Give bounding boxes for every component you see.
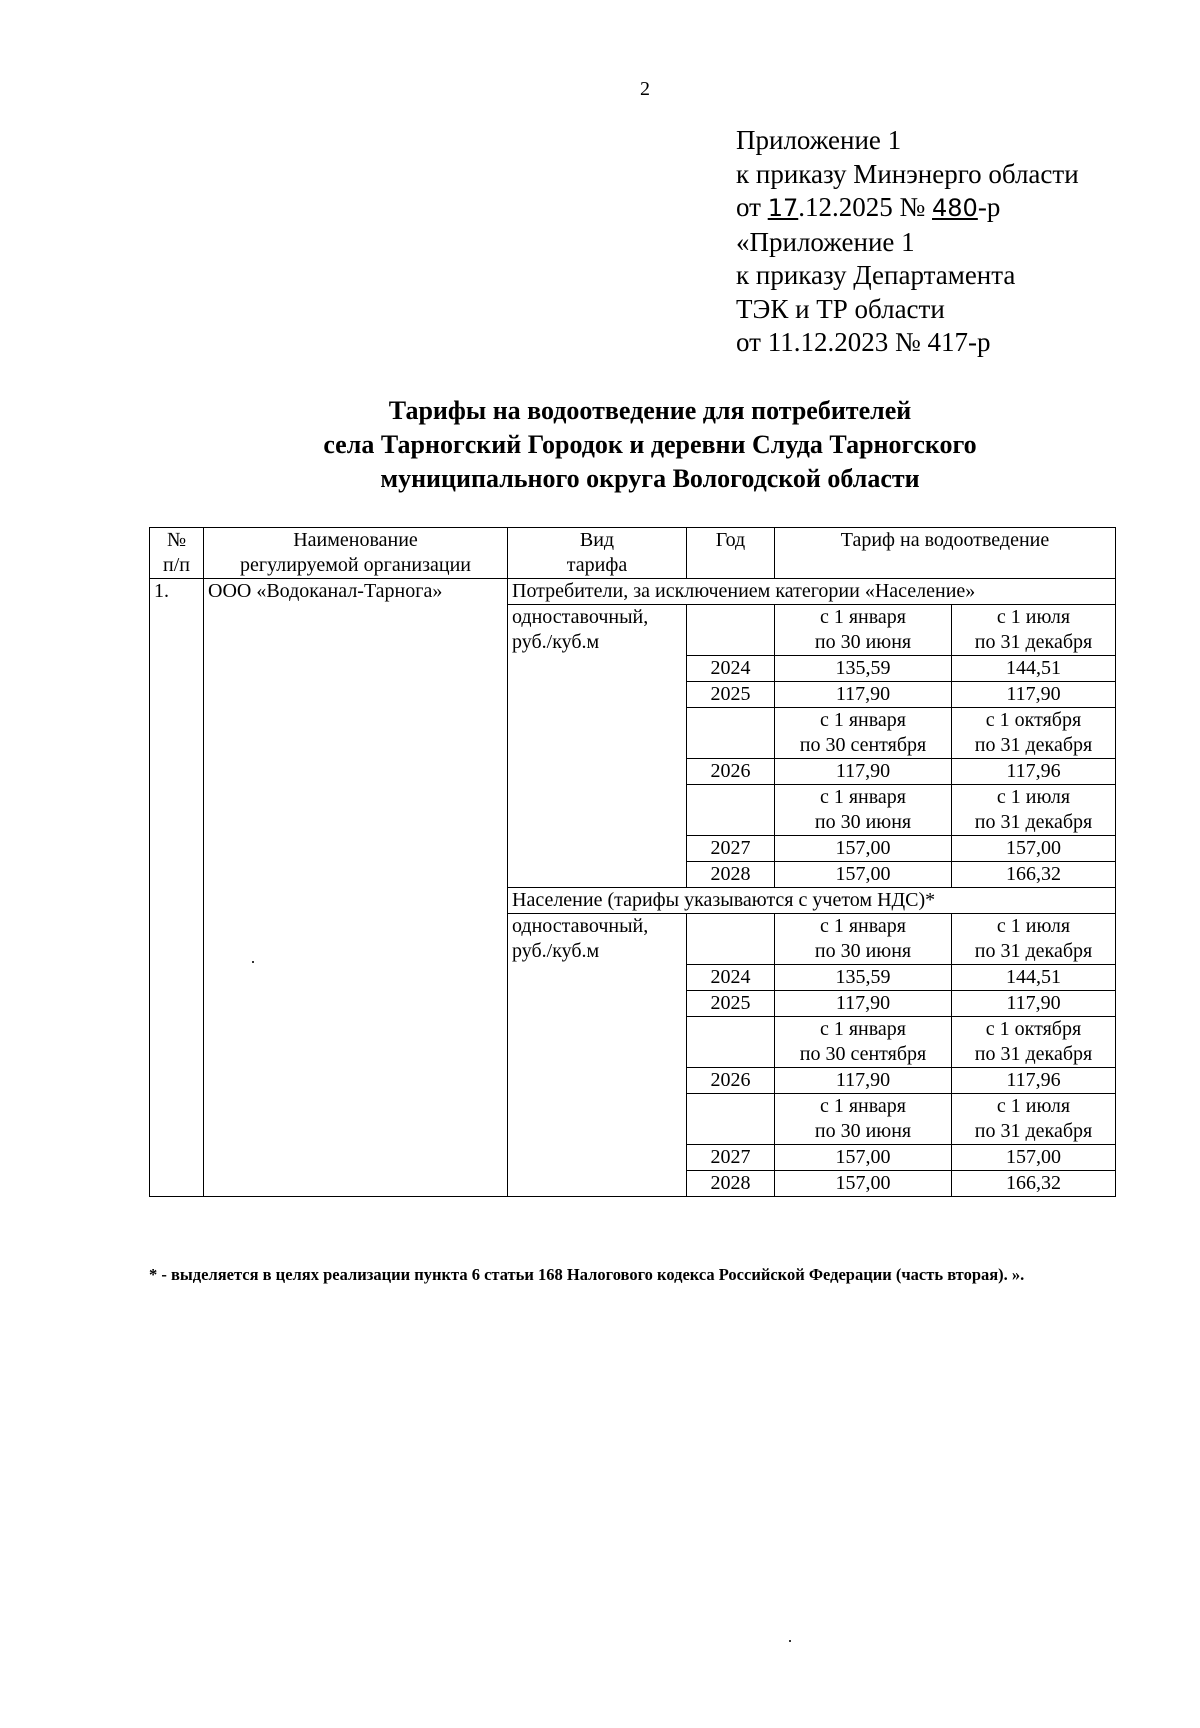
header-tariff-kind [508,528,687,579]
title-line: муниципального округа Вологодской области [380,464,920,493]
approval-line: Приложение 1 [736,125,902,155]
period-first-half-line: с 1 января [819,1095,907,1117]
approval-line: к приказу Департамента [736,260,1016,290]
approval-line: к приказу Минэнерго области [736,158,1079,189]
table-header-row [150,528,1116,579]
period-second-half [952,708,1116,759]
approval-line: ТЭК и ТР области [736,293,945,324]
period-first-half [775,1094,952,1145]
tariff-value-first: 117,90 [775,759,952,785]
period-second-half [952,1017,1116,1068]
year-cell: 2027 [687,1145,775,1171]
document-title [150,394,1150,496]
title-line: села Тарногский Городок и деревни Слуда Тарногского [323,430,977,459]
header-organization-line: Наименование [293,529,418,551]
period-first-half-line: по 30 июня [814,1120,912,1142]
period-first-half-line: по 30 сентября [799,734,927,756]
tariff-table [149,527,1116,1197]
year-blank [687,605,775,656]
year-cell: 2026 [687,1068,775,1094]
footnote: * - выделяется в целях реализации пункта 6 статьи 168 Налогового кодекса Российской Федерации (часть вторая). ». [149,1265,1025,1284]
tariff-value-second: 117,96 [952,759,1116,785]
period-second-half-line: по 31 декабря [974,1120,1093,1142]
tariff-value-second: 166,32 [952,862,1116,888]
tariff-value-first: 157,00 [775,836,952,862]
organization-name: ООО «Водоканал-Тарнога» [204,579,508,1197]
header-tariff: Тариф на водоотведение [775,528,1116,579]
approval-date-line [736,191,1079,226]
handwritten-day: 17 [767,194,799,222]
approval-date-suffix: -р [977,192,1001,222]
period-second-half-line: с 1 июля [996,915,1071,937]
tariff-value-second: 117,96 [952,1068,1116,1094]
title-line: Тарифы на водоотведение для потребителей [388,396,912,425]
period-first-half [775,785,952,836]
tariff-kind-line: руб./куб.м [512,940,600,962]
period-second-half-line: с 1 июля [996,786,1071,808]
period-first-half-line: по 30 сентября [799,1043,927,1065]
period-second-half-line: с 1 июля [996,606,1071,628]
period-second-half-line: с 1 октября [985,1018,1082,1040]
tariff-value-first: 117,90 [775,682,952,708]
period-second-half-line: по 31 декабря [974,940,1093,962]
header-tariff-kind-line: тарифа [566,554,628,576]
header-number [150,528,204,579]
scan-speck [789,1640,791,1642]
period-first-half-line: по 30 июня [814,940,912,962]
tariff-kind [508,605,687,888]
period-first-half [775,1017,952,1068]
tariff-value-second: 144,51 [952,965,1116,991]
tariff-kind-line: одноставочный, [512,915,649,937]
period-second-half-line: по 31 декабря [974,631,1093,653]
period-second-half [952,605,1116,656]
period-second-half-line: по 31 декабря [974,1043,1093,1065]
year-blank [687,1094,775,1145]
tariff-value-first: 157,00 [775,862,952,888]
row-number: 1. [150,579,204,1197]
category-label: Население (тарифы указываются с учетом НДС)* [508,888,1116,914]
tariff-value-second: 117,90 [952,682,1116,708]
period-second-half [952,1094,1116,1145]
year-blank [687,1017,775,1068]
header-year: Год [687,528,775,579]
category-row [150,579,1116,605]
approval-line: «Приложение 1 [736,226,915,257]
approval-date-prefix: от [736,192,768,222]
period-first-half [775,914,952,965]
tariff-kind-line: одноставочный, [512,606,649,628]
page-number: 2 [640,78,650,100]
year-blank [687,708,775,759]
tariff-value-second: 157,00 [952,1145,1116,1171]
period-second-half-line: с 1 июля [996,1095,1071,1117]
year-cell: 2025 [687,682,775,708]
year-cell: 2025 [687,991,775,1017]
tariff-value-first: 117,90 [775,1068,952,1094]
tariff-value-second: 157,00 [952,836,1116,862]
year-cell: 2026 [687,759,775,785]
tariff-value-first: 157,00 [775,1171,952,1197]
handwritten-order-number: 480 [932,194,978,222]
period-first-half-line: по 30 июня [814,631,912,653]
period-first-half-line: по 30 июня [814,811,912,833]
tariff-value-second: 144,51 [952,656,1116,682]
approval-line: от 11.12.2023 № 417-р [736,327,991,357]
tariff-value-first: 135,59 [775,656,952,682]
tariff-value-second: 117,90 [952,991,1116,1017]
header-number-line: № [166,529,187,551]
year-cell: 2028 [687,862,775,888]
period-first-half-line: с 1 января [819,606,907,628]
tariff-value-first: 157,00 [775,1145,952,1171]
scan-speck [252,961,254,963]
period-second-half-line: по 31 декабря [974,811,1093,833]
period-second-half-line: по 31 декабря [974,734,1093,756]
period-first-half-line: с 1 января [819,915,907,937]
tariff-kind [508,914,687,1197]
period-first-half-line: с 1 января [819,1018,907,1040]
category-label: Потребители, за исключением категории «Население» [508,579,1116,605]
period-first-half-line: с 1 января [819,709,907,731]
period-first-half [775,708,952,759]
year-cell: 2028 [687,1171,775,1197]
period-second-half [952,914,1116,965]
header-number-line: п/п [163,554,190,576]
year-cell: 2024 [687,965,775,991]
period-second-half [952,785,1116,836]
year-blank [687,914,775,965]
period-first-half [775,605,952,656]
year-blank [687,785,775,836]
tariff-value-first: 135,59 [775,965,952,991]
header-organization [204,528,508,579]
tariff-kind-line: руб./куб.м [512,631,600,653]
tariff-value-second: 166,32 [952,1171,1116,1197]
approval-date-mid: .12.2025 № [798,192,933,222]
period-second-half-line: с 1 октября [985,709,1082,731]
header-organization-line: регулируемой организации [240,554,471,576]
year-cell: 2027 [687,836,775,862]
header-tariff-kind-line: Вид [579,529,615,551]
tariff-value-first: 117,90 [775,991,952,1017]
period-first-half-line: с 1 января [819,786,907,808]
year-cell: 2024 [687,656,775,682]
approval-block [736,124,1079,360]
